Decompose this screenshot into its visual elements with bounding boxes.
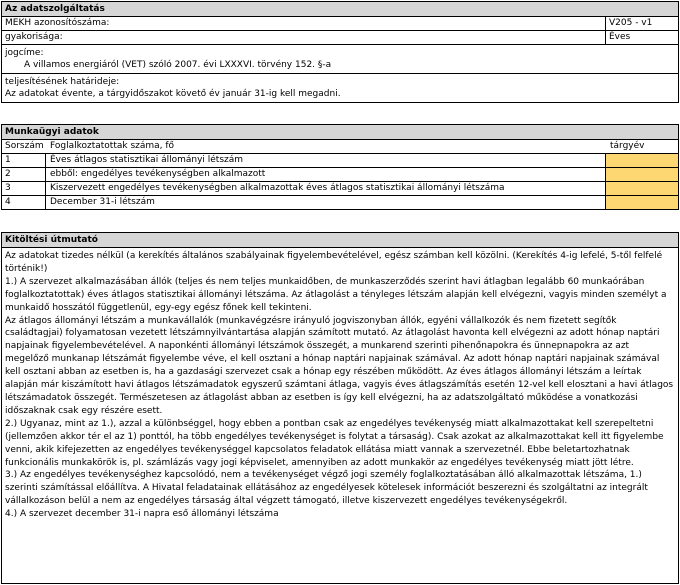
munkaugyi-header: Munkaügyi adatok xyxy=(2,125,678,140)
instruction-paragraph: 1.) A szervezet alkalmazásában állók (teljes és nem teljes munkaidőben, de munkaszerződés szerint havi átlagban legalább 60 munkaórában foglalkoztatottak) éves átlagos statisztikai állományi létszáma. Az átlagolást a tényleges létszám alapján kell elvégezni, vagyis minden személyt a munkaidő hosszától függetlenül, egy-egy egész főnek kell tekinteni. xyxy=(5,276,667,313)
instruction-paragraph: Az adatokat tizedes nélkül (a kerekítés általános szabályainak figyelembevételével, egész számban kell közölni. (Kerekítés 4-ig lefelé, 5-től felfelé történik!) xyxy=(5,251,663,274)
jogcim-value: A villamos energiáról (VET) szóló 2007. évi LXXXVI. törvény 152. §-a xyxy=(24,60,332,70)
row-label: Kiszervezett engedélyes tevékenységben alkalmazottak éves átlagos statisztikai állományi létszáma xyxy=(50,183,505,193)
targyev-input-3[interactable] xyxy=(605,182,678,195)
row-number: 4 xyxy=(2,196,46,209)
targyev-input-4[interactable] xyxy=(605,196,678,209)
mekh-row xyxy=(2,17,678,31)
targyev-input-2[interactable] xyxy=(605,168,678,181)
adatszolgaltatas-section xyxy=(1,1,679,103)
kitoltesi-header: Kitöltési útmutató xyxy=(2,233,678,248)
sorszam-column-header: Sorszám xyxy=(5,141,44,151)
jogcim-label: jogcíme: xyxy=(5,48,44,58)
gyakorisag-row xyxy=(2,31,678,45)
instruction-paragraph: 3.) Az engedélyes tevékenységhez kapcsolódó, nem a tevékenységet végző jogi személy foglalkoztatásában álló alkalmazottak létszáma, 1.) szerinti számítással előállítva. A Hivatal feladatainak ellátásához az engedélyesek kötelesek információt beszerezni és szolgáltatni az integrált vállalkozáson belül a nem az engedélyes társaság által végzett támogató, illetve kiszervezett engedélyes tevékenységekről. xyxy=(5,470,648,507)
gyakorisag-label: gyakorisága: xyxy=(5,32,63,42)
table-row xyxy=(2,168,678,182)
targyev-column-header: tárgyév xyxy=(610,141,645,151)
adatszolgaltatas-header: Az adatszolgáltatás xyxy=(2,2,678,17)
munkaugyi-column-headers xyxy=(2,140,678,154)
row-label: Éves átlagos statisztikai állományi létszám xyxy=(50,155,244,165)
mekh-label: MEKH azonosítószáma: xyxy=(5,18,110,28)
gyakorisag-value: Éves xyxy=(605,31,678,44)
instruction-paragraph: Az átlagos állományi létszám a munkavállalók (munkavégzésre irányuló jogviszonyban állók, egyéni vállalkozók és nem fizetett segítők családtagjai) folyamatosan vezetett létszámnyilvántartása alapján számított mutató. Az átlagolást havonta kell elvégezni az adott hónap naptári napjainak figyelembevételével. A naponkénti állományi létszámok összegét, a munkarend szerinti pihenőnapokra és ünnepnapokra az azt megelőző munkanap létszámát figyelembe véve, el kell osztani a hónap naptári napjainak számával. Az adott hónap naptári napjainak számával kell osztani abban az esetben is, ha a gazdasági szervezet csak a hónap egy részében működött. Az éves átlagos állományi létszám a leírtak alapján már kiszámított havi átlagos létszámadatok egyszerű számtani átlaga, vagyis éves átlagszámítás esetén 12-vel kell elosztani a havi átlagos létszámadatok összegét. Természetesen az átlagolást abban az esetben is így kell elvégezni, ha az adatszolgáltató működése a vonatkozási időszaknak csak egy részére esett. xyxy=(5,315,674,416)
table-row xyxy=(2,196,678,209)
row-number: 3 xyxy=(2,182,46,195)
table-row xyxy=(2,154,678,168)
munkaugyi-section xyxy=(1,124,679,210)
kitoltesi-section xyxy=(1,232,679,584)
mekh-value: V205 - v1 xyxy=(605,17,678,30)
instruction-paragraph: 4.) A szervezet december 31-i napra eső állományi létszáma xyxy=(5,509,279,520)
jogcim-block xyxy=(2,45,678,74)
targyev-input-1[interactable] xyxy=(605,154,678,167)
foglalkoztatottak-column-header: Foglalkoztatottak száma, fő xyxy=(50,141,175,151)
row-label: December 31-i létszám xyxy=(50,197,155,207)
row-label: ebből: engedélyes tevékenységben alkalmazott xyxy=(50,169,266,179)
row-number: 2 xyxy=(2,168,46,181)
kitoltesi-body xyxy=(2,248,678,521)
hatarido-label: teljesítésének határideje: xyxy=(5,77,120,87)
row-number: 1 xyxy=(2,154,46,167)
hatarido-value: Az adatokat évente, a tárgyidőszakot követő év január 31-ig kell megadni. xyxy=(5,89,341,99)
hatarido-block xyxy=(2,74,678,102)
instruction-paragraph: 2.) Ugyanaz, mint az 1.), azzal a különbséggel, hogy ebben a pontban csak az engedélyes tevékenység miatt alkalmazottakat kell szerepeltetni (jellemzően akkor tér el az 1) ponttól, ha több engedélyes tevékenységet is folytat a társaság). Csak azokat az alkalmazottakat kell itt figyelembe venni, akik kifejezetten az engedélyes tevékenységgel kapcsolatos feladatok ellátása miatt vannak a szervezetnél. Ebbe beletartozhatnak funkcionális munkakörök is, pl. számlázás vagy jogi képviselet, amennyiben az adott munkakör az engedélyes tevékenység miatt jött létre. xyxy=(5,418,664,468)
table-row xyxy=(2,182,678,196)
